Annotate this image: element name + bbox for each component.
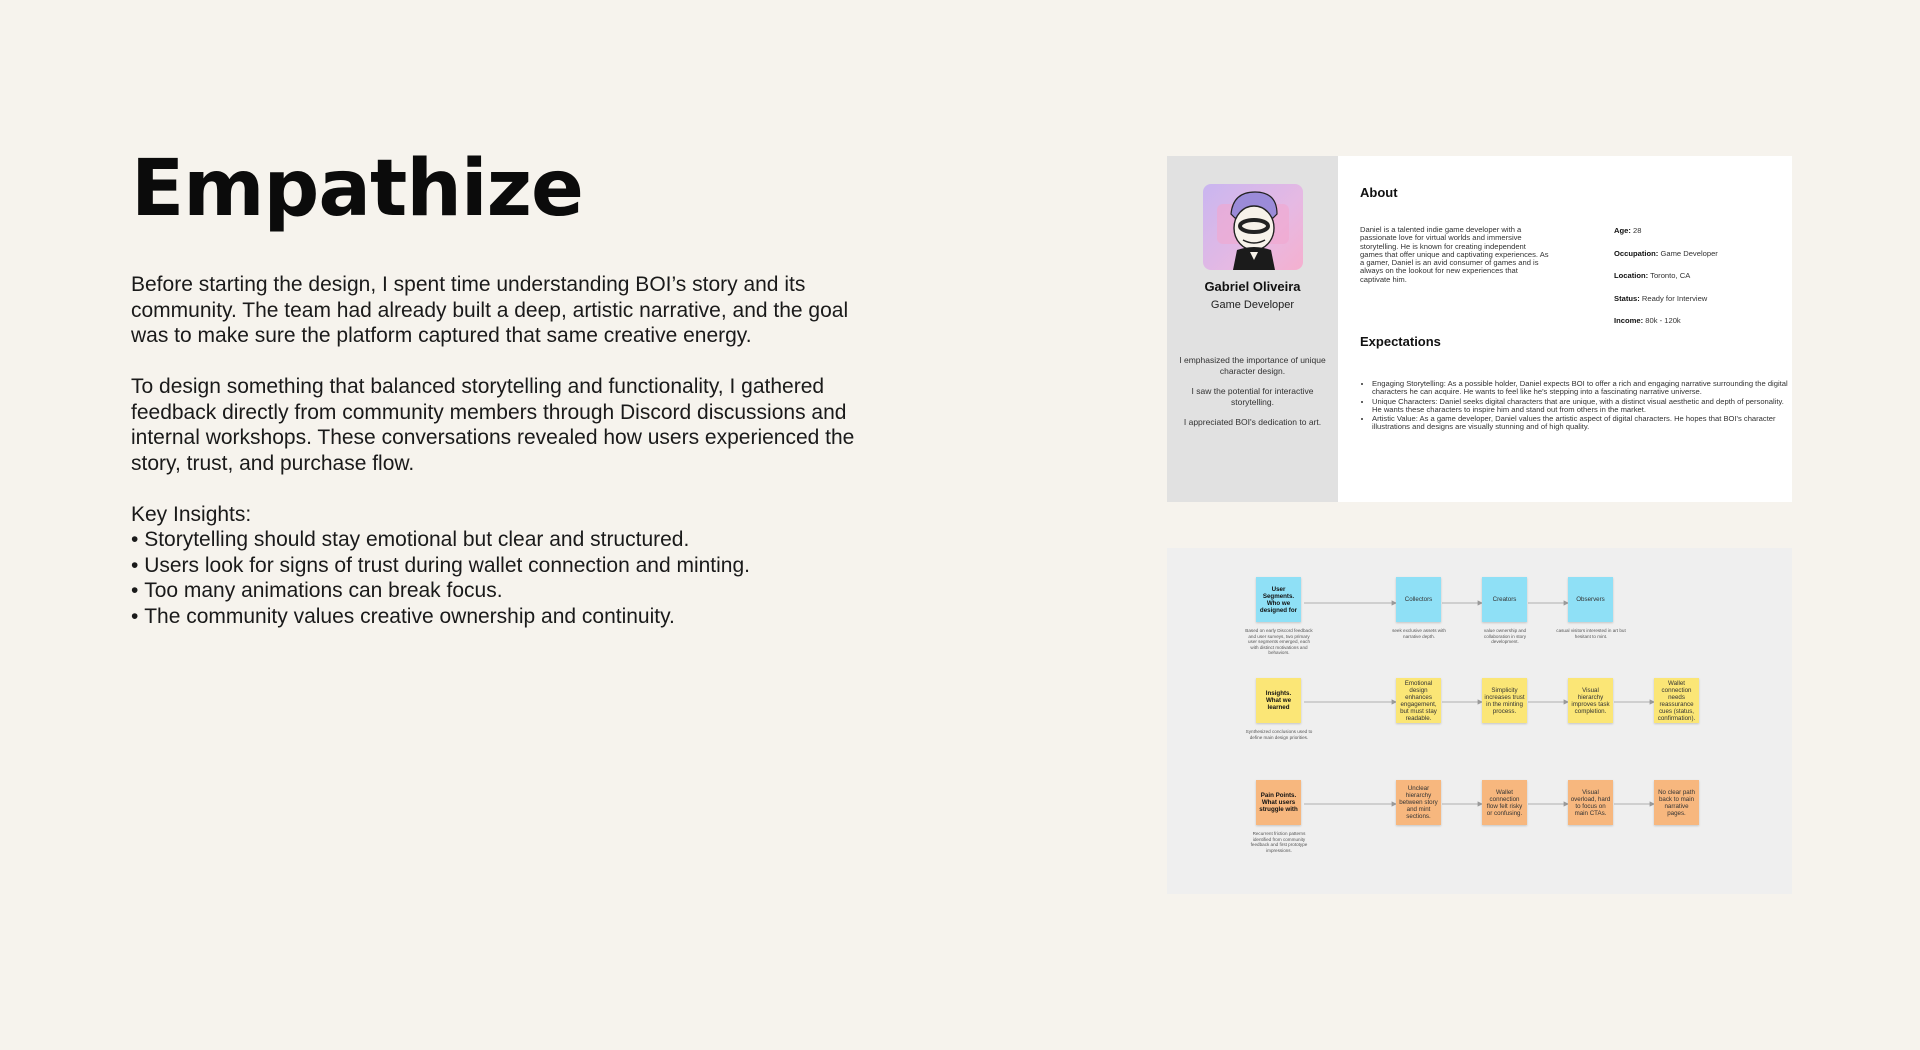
persona-facts (1614, 226, 1718, 339)
expectations-list (1360, 380, 1792, 433)
insight-note: Emotional design enhances engagement, but must stay readable. (1396, 678, 1441, 723)
paragraph-1: Before starting the design, I spent time understanding BOI’s story and its community. The team had already built a deep, artistic narrative, and the goal was to make sure the platform captured that same creative energy. (131, 273, 849, 347)
pain-point-note: Visual overload, hard to focus on main CTAs. (1568, 780, 1613, 825)
insights-head-note: Insights. What we learned (1256, 678, 1301, 723)
about-heading: About (1360, 185, 1398, 200)
expectation-item: • Artistic Value: As a game developer, Daniel values the artistic aspect of digital characters. He hopes that BOI's character illustrations and designs are visually stunning and of high quality. (1372, 415, 1792, 432)
pain-point-note: No clear path back to main narrative pages. (1654, 780, 1699, 825)
pain-points-head-note: Pain Points. What users struggle with (1256, 780, 1301, 825)
segment-caption: value ownership and collaboration in story development. (1483, 628, 1527, 645)
persona-quote: I saw the potential for interactive storytelling. (1191, 386, 1314, 407)
expectations-heading: Expectations (1360, 334, 1441, 349)
segments-head-note: User Segments. Who we designed for (1256, 577, 1301, 622)
fact-location: Location: Toronto, CA (1614, 271, 1691, 280)
avatar-illustration (1203, 184, 1303, 270)
insights-heading: Key Insights: (131, 502, 252, 526)
segments-head-caption: Based on early Discord feedback and user surveys, two primary user segments emerged, each with distinct motivations and behaviors. (1245, 628, 1313, 656)
fact-income: Income: 80k - 120k (1614, 316, 1681, 325)
fact-status: Status: Ready for Interview (1614, 293, 1708, 303)
persona-name: Gabriel Oliveira (1204, 279, 1301, 294)
fact-age: Age: 28 (1614, 226, 1642, 235)
insights-list (131, 527, 891, 629)
persona-card (1167, 156, 1792, 502)
insight-item: • The community values creative ownership and continuity. (131, 604, 891, 630)
paragraph-2: To design something that balanced storytelling and functionality, I gathered feedback directly from community members through Discord discussions and internal workshops. These conversations revealed how users experienced the story, trust, and purchase flow. (131, 375, 855, 475)
segment-note: Collectors (1396, 577, 1441, 622)
persona-quote: I appreciated BOI's dedication to art. (1183, 417, 1322, 427)
expectation-item: • Unique Characters: Daniel seeks digital characters that are unique, with a distinct visual aesthetic and depth of personality. He wants these characters to inspire him and stand out from others in the market. (1372, 398, 1792, 415)
insight-item: • Too many animations can break focus. (131, 578, 891, 604)
persona-sidebar (1167, 156, 1338, 502)
body-text (131, 272, 891, 629)
pain-point-note: Wallet connection flow felt risky or confusing. (1482, 780, 1527, 825)
segment-caption: casual visitors interested in art but hesitant to mint. (1556, 628, 1626, 639)
insight-item: • Users look for signs of trust during wallet connection and minting. (131, 553, 891, 579)
segment-note: Observers (1568, 577, 1613, 622)
pain-point-note: Unclear hierarchy between story and mint sections. (1396, 780, 1441, 825)
expectation-item: • Engaging Storytelling: As a possible holder, Daniel expects BOI to offer a rich and engaging narrative surrounding the digital characters he can acquire. He wants to feel like he's stepping into a fascinating narrative universe. (1372, 380, 1792, 397)
persona-quote: I emphasized the importance of unique character design. (1179, 355, 1326, 376)
avatar (1203, 184, 1303, 270)
page-title: Empathize (131, 144, 583, 234)
segment-note: Creators (1482, 577, 1527, 622)
insight-note: Simplicity increases trust in the minting process. (1482, 678, 1527, 723)
insights-head-caption: Synthesized conclusions used to define main design priorities. (1245, 729, 1313, 740)
insight-note: Visual hierarchy improves task completion. (1568, 678, 1613, 723)
segment-caption: seek exclusive assets with narrative depth. (1392, 628, 1446, 639)
affinity-board (1167, 548, 1792, 894)
about-text: Daniel is a talented indie game developer with a passionate love for virtual worlds and immersive storytelling. He is known for creating independent games that offer unique and captivating experiences. As a gamer, Daniel is an avid consumer of games and is always on the lookout for new experiences that captivate him. (1360, 225, 1549, 284)
insight-note: Wallet connection needs reassurance cues (status, confirmation). (1654, 678, 1699, 723)
persona-quotes (1178, 355, 1328, 438)
persona-role: Game Developer (1210, 299, 1295, 311)
pain-points-head-caption: Recurrent friction patterns identified from community feedback and first prototype impressions. (1250, 831, 1308, 853)
persona-details (1338, 156, 1792, 502)
fact-occupation: Occupation: Game Developer (1614, 248, 1718, 258)
intro-section (131, 144, 891, 629)
insight-item: • Storytelling should stay emotional but clear and structured. (131, 527, 891, 553)
